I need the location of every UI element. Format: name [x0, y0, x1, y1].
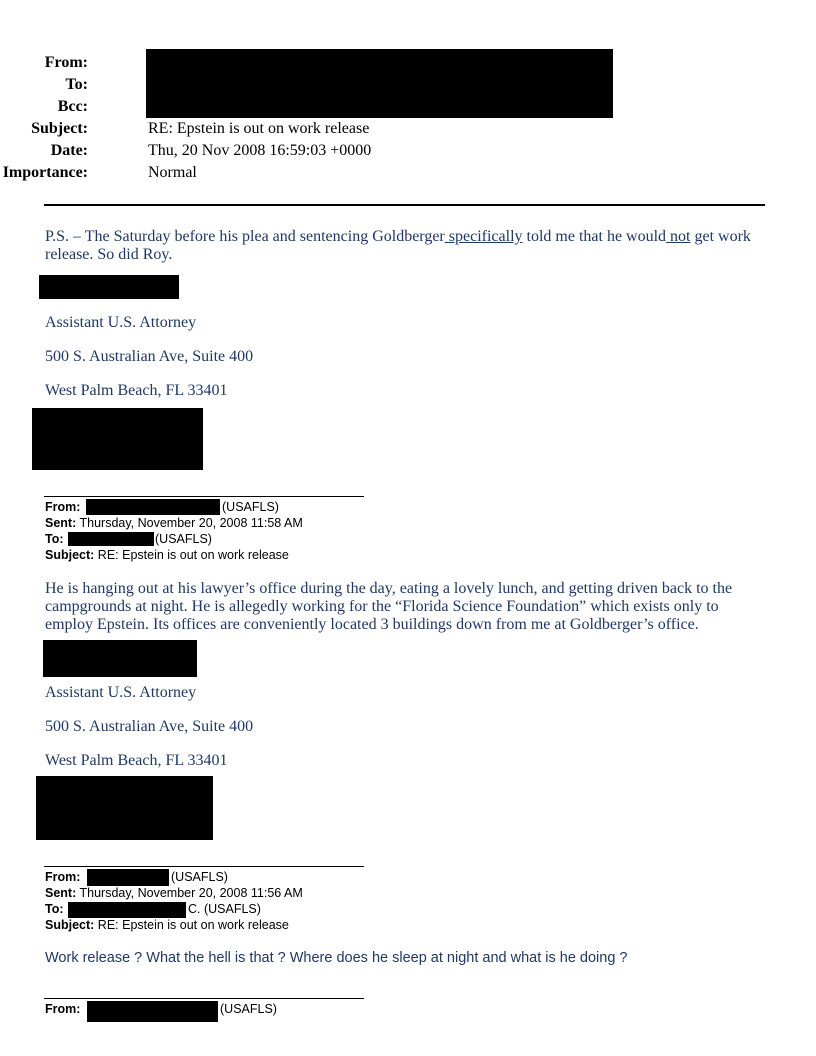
quoted-from-label: From: [45, 500, 81, 514]
quoted-from-redaction [86, 499, 220, 515]
header-to-label: To: [65, 76, 88, 93]
quoted-from-suffix: (USAFLS) [171, 870, 228, 884]
message-text: get work release. So did Roy. [45, 228, 751, 263]
quoted-from-suffix: (USAFLS) [220, 1002, 277, 1016]
quoted-sent-row [45, 515, 303, 531]
header-divider [44, 204, 765, 206]
quoted-from-row [45, 1001, 80, 1017]
quoted-divider [44, 866, 364, 867]
signature-city: West Palm Beach, FL 33401 [45, 752, 228, 769]
signature-city: West Palm Beach, FL 33401 [45, 382, 228, 399]
header-subject-value: RE: Epstein is out on work release [148, 120, 370, 137]
quoted-from-row [45, 869, 80, 885]
quoted-from-redaction [87, 1001, 218, 1022]
header-date-value: Thu, 20 Nov 2008 16:59:03 +0000 [148, 142, 372, 159]
quoted-sent-value: Thursday, November 20, 2008 11:56 AM [79, 886, 303, 900]
quoted-subject-value: RE: Epstein is out on work release [97, 548, 289, 562]
header-bcc-label: Bcc: [57, 98, 88, 115]
signature-title: Assistant U.S. Attorney [45, 684, 197, 701]
signature-name-redaction [39, 275, 179, 299]
message-text: P.S. – The Saturday before his plea and sentencing Goldberger [45, 228, 445, 245]
quoted-to-row [45, 901, 64, 917]
header-from-label: From: [44, 54, 88, 71]
signature-address: 500 S. Australian Ave, Suite 400 [45, 348, 254, 365]
quoted-from-redaction [87, 869, 169, 886]
quoted-sent-label: Sent: [45, 516, 77, 530]
header-importance-label: Importance: [2, 164, 88, 181]
quoted-sent-label: Sent: [45, 886, 77, 900]
underlined-word: not [666, 228, 691, 245]
quoted-to-redaction [68, 902, 186, 918]
message-text: told me that he would [522, 228, 667, 245]
quoted-from-suffix: (USAFLS) [222, 500, 279, 514]
signature-contact-redaction [32, 408, 203, 470]
message-body-2: He is hanging out at his lawyer’s office during the day, eating a lovely lunch, and getting driven back to the campgrounds at night. He is allegedly working for the “Florida Science Foundation” which exists only to employ Epstein. Its offices are conveniently located 3 buildings down from me at Goldberger’s office. [45, 580, 733, 633]
quoted-to-suffix: C. (USAFLS) [188, 902, 261, 916]
quoted-to-label: To: [45, 532, 64, 546]
underlined-word: specifically [444, 228, 523, 245]
quoted-subject-value: RE: Epstein is out on work release [97, 918, 289, 932]
header-recipients-redaction [146, 49, 613, 118]
quoted-to-row [45, 531, 64, 547]
quoted-subject-row [45, 547, 289, 563]
quoted-divider [44, 496, 364, 497]
quoted-sent-value: Thursday, November 20, 2008 11:58 AM [79, 516, 303, 530]
quoted-to-redaction [68, 532, 154, 546]
quoted-from-label: From: [45, 1002, 81, 1016]
quoted-subject-row [45, 917, 289, 933]
quoted-divider [44, 998, 364, 999]
signature-name-redaction [43, 640, 197, 677]
quoted-to-suffix: (USAFLS) [155, 532, 212, 546]
header-subject-label: Subject: [31, 120, 88, 137]
quoted-from-row [45, 499, 80, 515]
quoted-subject-label: Subject: [45, 548, 95, 562]
message-body-3: Work release ? What the hell is that ? Where does he sleep at night and what is he doing ? [45, 950, 628, 966]
signature-title: Assistant U.S. Attorney [45, 314, 197, 331]
message-body-1 [45, 228, 765, 264]
quoted-subject-label: Subject: [45, 918, 95, 932]
signature-address: 500 S. Australian Ave, Suite 400 [45, 718, 254, 735]
quoted-sent-row [45, 885, 303, 901]
quoted-from-label: From: [45, 870, 81, 884]
quoted-to-label: To: [45, 902, 64, 916]
header-importance-value: Normal [148, 164, 197, 181]
signature-contact-redaction [36, 776, 213, 840]
header-date-label: Date: [50, 142, 88, 159]
